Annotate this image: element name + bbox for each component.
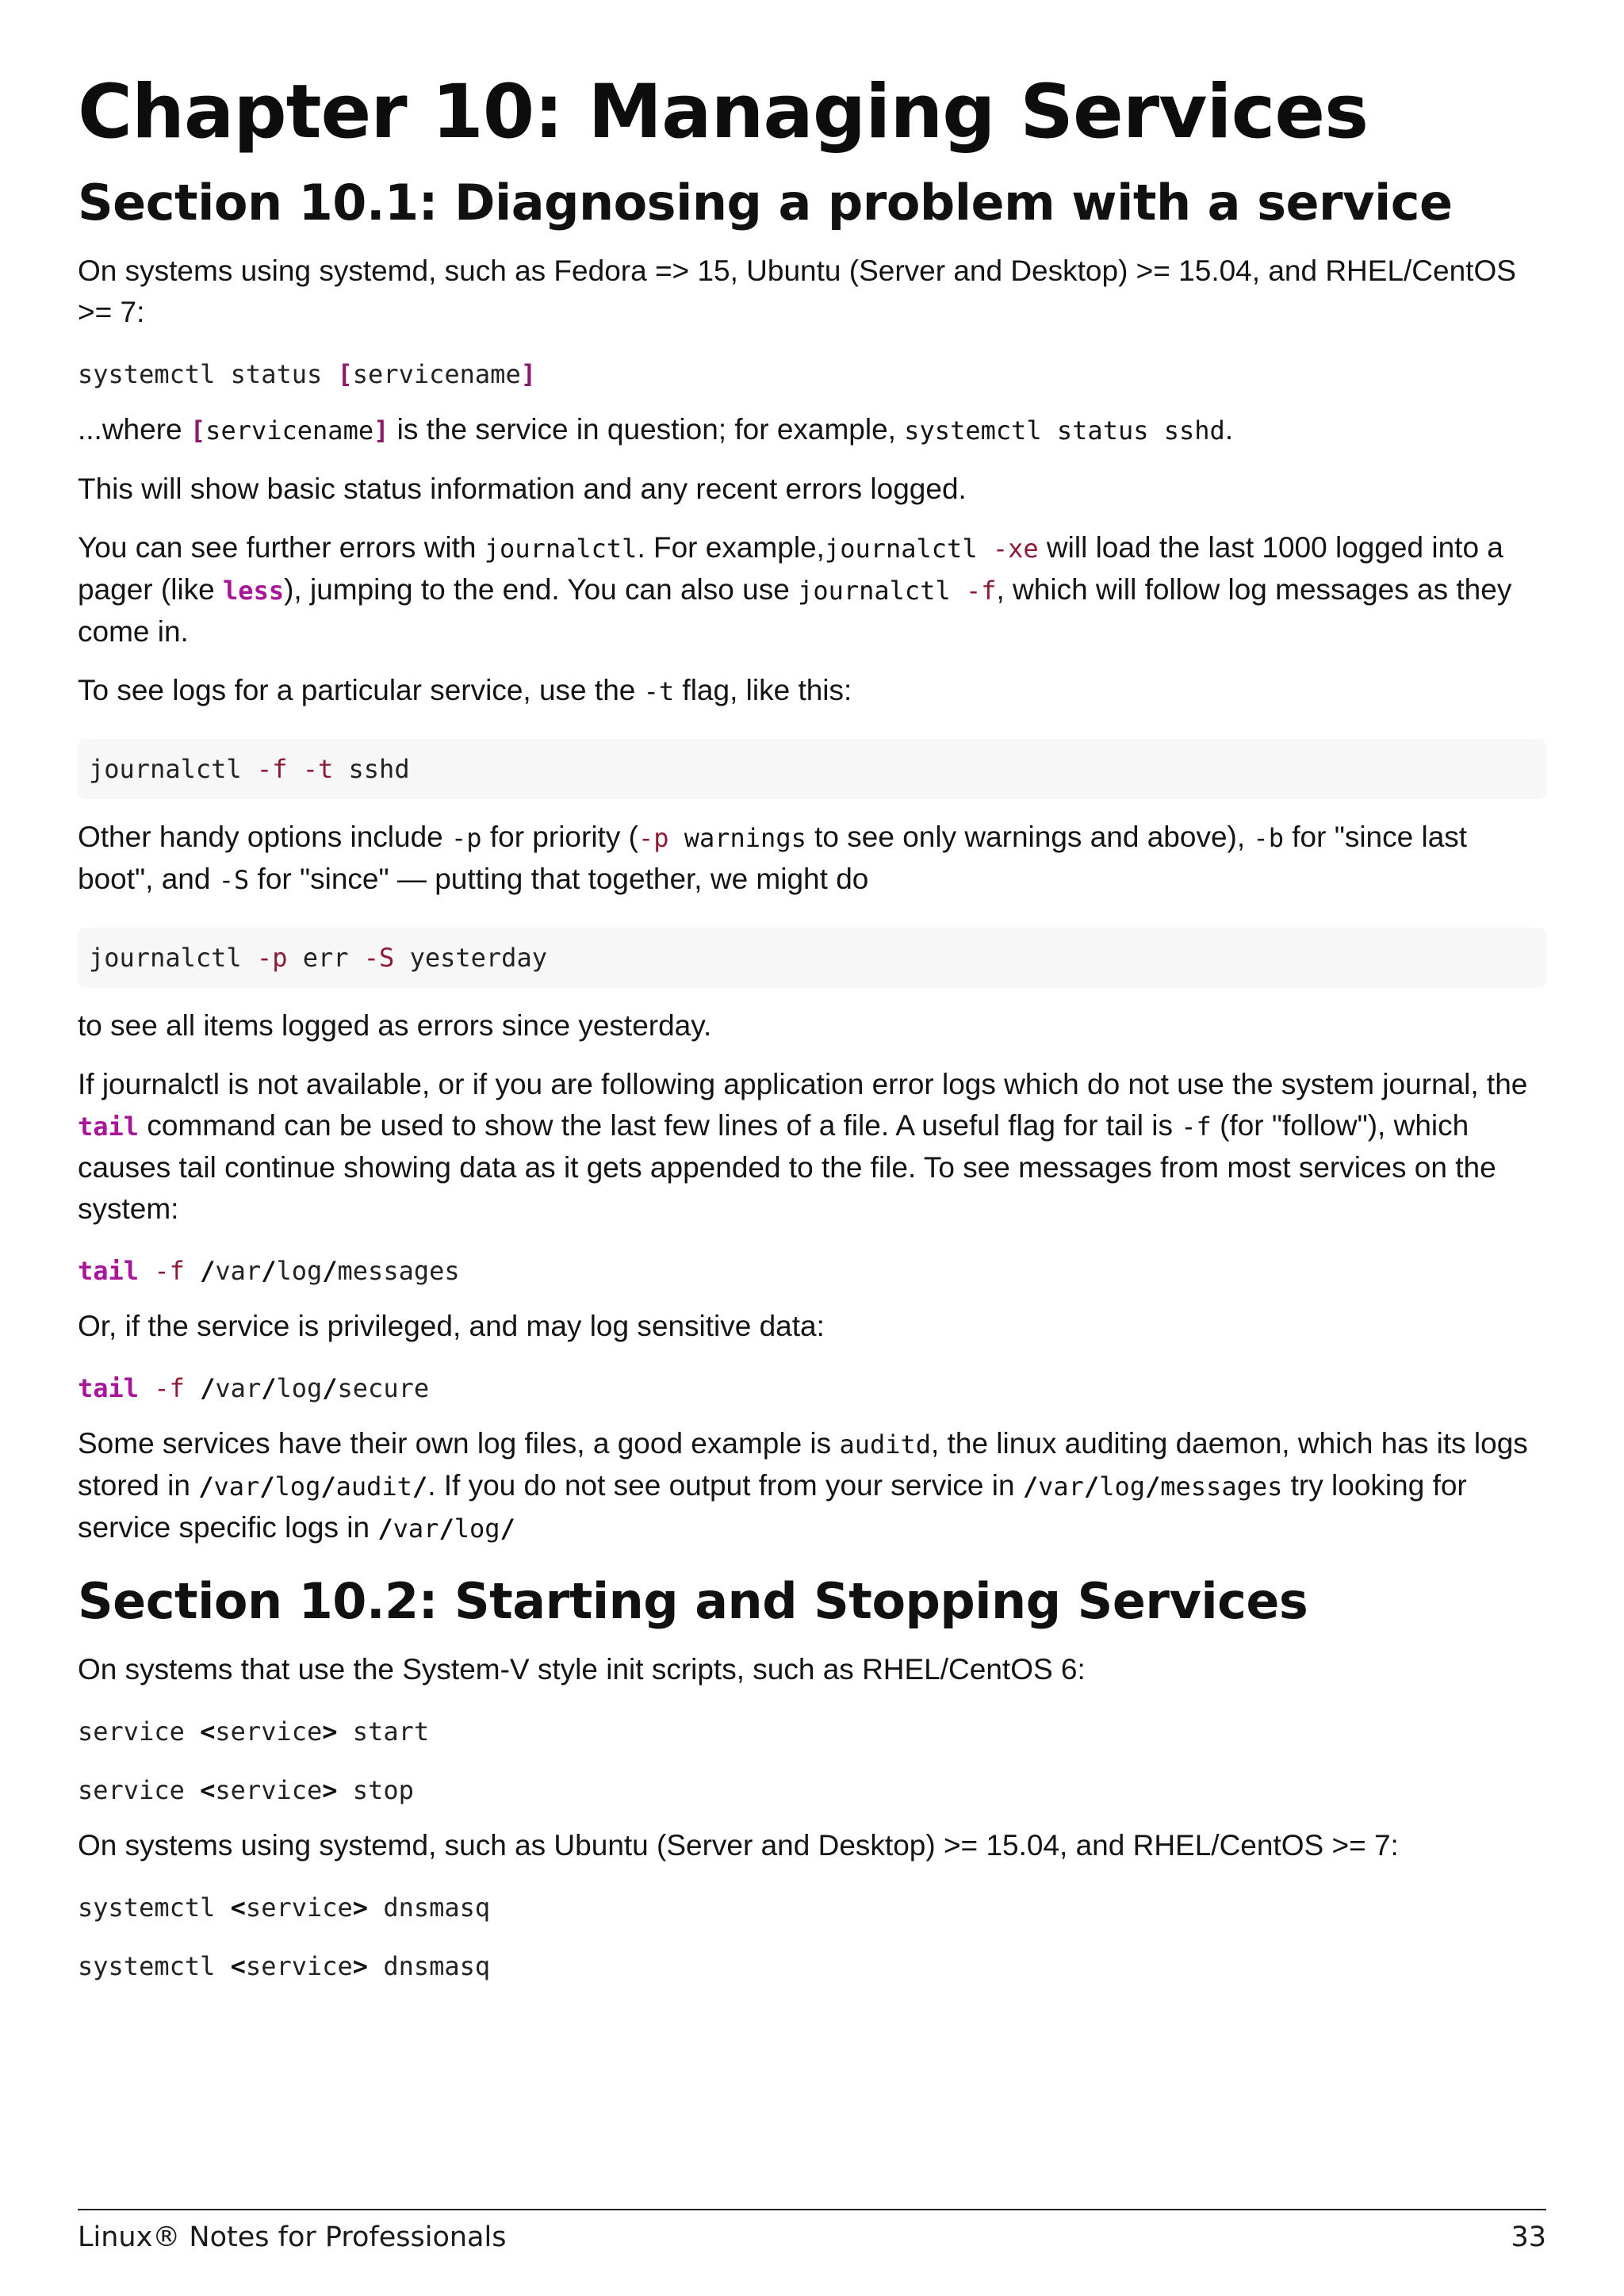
code-keyword: tail: [78, 1112, 140, 1142]
inline-code: -t: [643, 676, 675, 706]
code-text: secure: [337, 1373, 430, 1403]
page-footer: [78, 2209, 1546, 2255]
code-text: systemctl: [78, 1892, 231, 1923]
code-slash: /: [322, 1373, 338, 1403]
code-tail-messages: [78, 1253, 1546, 1288]
code-text: [185, 1256, 200, 1286]
code-text: service: [78, 1775, 201, 1805]
code-option: -f: [965, 576, 997, 606]
code-slash: /: [320, 1471, 336, 1502]
paragraph-tail: [78, 1064, 1546, 1230]
code-option: -p: [638, 823, 669, 853]
text: . If you do not see output from your service in: [427, 1469, 1023, 1502]
paragraph-privileged: Or, if the service is privileged, and may log sensitive data:: [78, 1310, 825, 1342]
code-text: err: [287, 943, 364, 973]
footer-book-title: Linux® Notes for Professionals: [78, 2221, 507, 2253]
code-text: var: [213, 1471, 260, 1502]
text: , which will follow log messages as they come in.: [78, 573, 1512, 648]
code-text: var: [1038, 1471, 1084, 1502]
inline-code: warnings: [668, 823, 806, 853]
code-angle: >: [352, 1951, 369, 1981]
code-text: [287, 754, 302, 784]
text: command can be used to show the last few lines of a file. A useful flag for tail is: [139, 1109, 1182, 1142]
chapter-title: Chapter 10: Managing Services: [78, 69, 1369, 155]
text: (for "follow"), which causes tail continue showing data as it gets appended to the file. To see messages from most services on the system:: [78, 1109, 1496, 1225]
code-text: var: [215, 1373, 262, 1403]
code-slash: /: [198, 1471, 214, 1502]
text: for priority (: [481, 821, 638, 853]
code-block-journalctl-t: [78, 739, 1546, 799]
code-slash: /: [259, 1471, 275, 1502]
code-angle: <: [230, 1892, 246, 1923]
code-text: journalctl: [89, 754, 257, 784]
code-angle: <: [230, 1951, 246, 1981]
inline-code: -f: [1181, 1112, 1212, 1142]
code-slash: /: [200, 1256, 216, 1286]
code-bracket: [: [190, 415, 206, 446]
inline-code: auditd: [839, 1429, 932, 1460]
code-angle: >: [352, 1892, 369, 1923]
code-keyword: tail: [78, 1373, 140, 1403]
inline-code-path: [1023, 1471, 1283, 1502]
code-text: messages: [1160, 1471, 1283, 1502]
text: ), jumping to the end. You can also use: [284, 573, 799, 606]
text: for "since last boot", and: [78, 821, 1468, 895]
code-bracket: ]: [373, 415, 389, 446]
code-text: systemctl status: [78, 359, 338, 389]
code-option: -p: [256, 943, 288, 973]
code-text: stop: [337, 1775, 414, 1805]
text: .: [1224, 413, 1234, 446]
code-text: yesterday: [394, 943, 547, 973]
code-text: start: [337, 1716, 430, 1747]
code-option: -xe: [992, 534, 1039, 564]
code-text: dnsmasq: [368, 1951, 491, 1981]
paragraph-basic-status: This will show basic status information and any recent errors logged.: [78, 473, 967, 505]
section-heading-10-2: Section 10.2: Starting and Stopping Services: [78, 1572, 1308, 1630]
code-text: log: [1099, 1471, 1145, 1502]
paragraph-t-flag: [78, 670, 1546, 712]
code-text: systemctl: [78, 1951, 231, 1981]
text: Some services have their own log files, a good example is: [78, 1427, 840, 1460]
code-slash: /: [261, 1373, 277, 1403]
inline-code-path: [198, 1471, 427, 1502]
code-text: journalctl: [89, 943, 257, 973]
code-slash: /: [412, 1471, 428, 1502]
code-slash: /: [1022, 1471, 1039, 1502]
code-systemctl-dnsmasq-1: [78, 1890, 1546, 1925]
section-heading-10-1: Section 10.1: Diagnosing a problem with a service: [78, 174, 1453, 232]
text: to see only warnings and above),: [806, 821, 1254, 853]
code-slash: /: [377, 1513, 393, 1544]
inline-code: journalctl: [824, 534, 993, 564]
footer-page-number: 33: [1511, 2221, 1546, 2253]
paragraph-intro-systemd: On systems using systemd, such as Fedora => 15, Ubuntu (Server and Desktop) >= 15.04, and RHEL/CentOS >= 7:: [78, 254, 1516, 328]
text: You can see further errors with: [78, 531, 485, 564]
code-block-journalctl-p: [78, 928, 1546, 988]
code-option: -t: [302, 754, 334, 784]
paragraph-journalctl: [78, 527, 1546, 652]
inline-code-path: [377, 1513, 515, 1544]
code-text: servicename: [352, 359, 521, 389]
text: To see logs for a particular service, use the: [78, 674, 644, 706]
code-service-stop: [78, 1773, 1546, 1808]
text: Other handy options include: [78, 821, 452, 853]
code-option: -f: [256, 754, 288, 784]
code-bracket: [: [337, 359, 353, 389]
code-text: service: [215, 1775, 323, 1805]
text: If journalctl is not available, or if you are following application error logs which do not use the system journal, the: [78, 1068, 1528, 1100]
code-text: var: [393, 1513, 439, 1544]
code-angle: <: [200, 1716, 216, 1747]
text: for "since" — putting that together, we might do: [249, 863, 869, 895]
code-option: -S: [363, 943, 395, 973]
code-systemctl-status: [78, 357, 1546, 392]
code-tail-secure: [78, 1371, 1546, 1406]
paragraph-systemd-2: On systems using systemd, such as Ubuntu (Server and Desktop) >= 15.04, and RHEL/CentOS >= 7:: [78, 1829, 1399, 1862]
text: is the service in question; for example,: [389, 413, 905, 446]
code-service-start: [78, 1714, 1546, 1749]
code-slash: /: [439, 1513, 454, 1544]
code-slash: /: [500, 1513, 515, 1544]
code-systemctl-dnsmasq-2: [78, 1949, 1546, 1984]
paragraph-other-options: [78, 817, 1546, 901]
code-text: service: [245, 1892, 353, 1923]
code-text: audit: [335, 1471, 412, 1502]
inline-code: -p: [451, 823, 482, 853]
code-text: service: [78, 1716, 201, 1747]
code-option: -f: [139, 1373, 185, 1403]
code-slash: /: [1144, 1471, 1161, 1502]
code-text: dnsmasq: [368, 1892, 491, 1923]
code-text: service: [215, 1716, 323, 1747]
code-angle: >: [322, 1775, 338, 1805]
text: will load the last 1000 logged into a pager (like: [78, 531, 1503, 606]
text: ...where: [78, 413, 190, 446]
inline-code: servicename: [205, 415, 374, 446]
inline-code: journalctl: [484, 534, 638, 564]
code-text: messages: [337, 1256, 460, 1286]
code-text: var: [215, 1256, 262, 1286]
code-text: log: [276, 1373, 323, 1403]
text: . For example,: [637, 531, 825, 564]
paragraph-where: [78, 409, 1546, 451]
code-bracket: ]: [520, 359, 536, 389]
code-angle: >: [322, 1716, 338, 1747]
code-slash: /: [1083, 1471, 1100, 1502]
code-slash: /: [322, 1256, 338, 1286]
code-text: service: [245, 1951, 353, 1981]
text: try looking for service specific logs in: [78, 1469, 1467, 1544]
paragraph-sysv: On systems that use the System-V style init scripts, such as RHEL/CentOS 6:: [78, 1653, 1086, 1686]
text: , the linux auditing daemon, which has its logs stored in: [78, 1427, 1528, 1502]
code-slash: /: [261, 1256, 277, 1286]
code-option: -f: [139, 1256, 185, 1286]
inline-code: systemctl status sshd: [904, 415, 1225, 446]
inline-code: journalctl: [798, 576, 966, 606]
code-text: sshd: [333, 754, 410, 784]
inline-code: -S: [218, 865, 250, 895]
text: flag, like this:: [674, 674, 852, 706]
paragraph-own-logs: [78, 1423, 1546, 1549]
code-slash: /: [200, 1373, 216, 1403]
code-text: log: [276, 1256, 323, 1286]
code-text: log: [274, 1471, 321, 1502]
code-keyword: tail: [78, 1256, 140, 1286]
code-angle: <: [200, 1775, 216, 1805]
code-text: log: [454, 1513, 500, 1544]
inline-code: -b: [1253, 823, 1284, 853]
code-text: [185, 1373, 200, 1403]
paragraph-errors-since: to see all items logged as errors since yesterday.: [78, 1009, 712, 1042]
code-keyword: less: [223, 576, 285, 606]
